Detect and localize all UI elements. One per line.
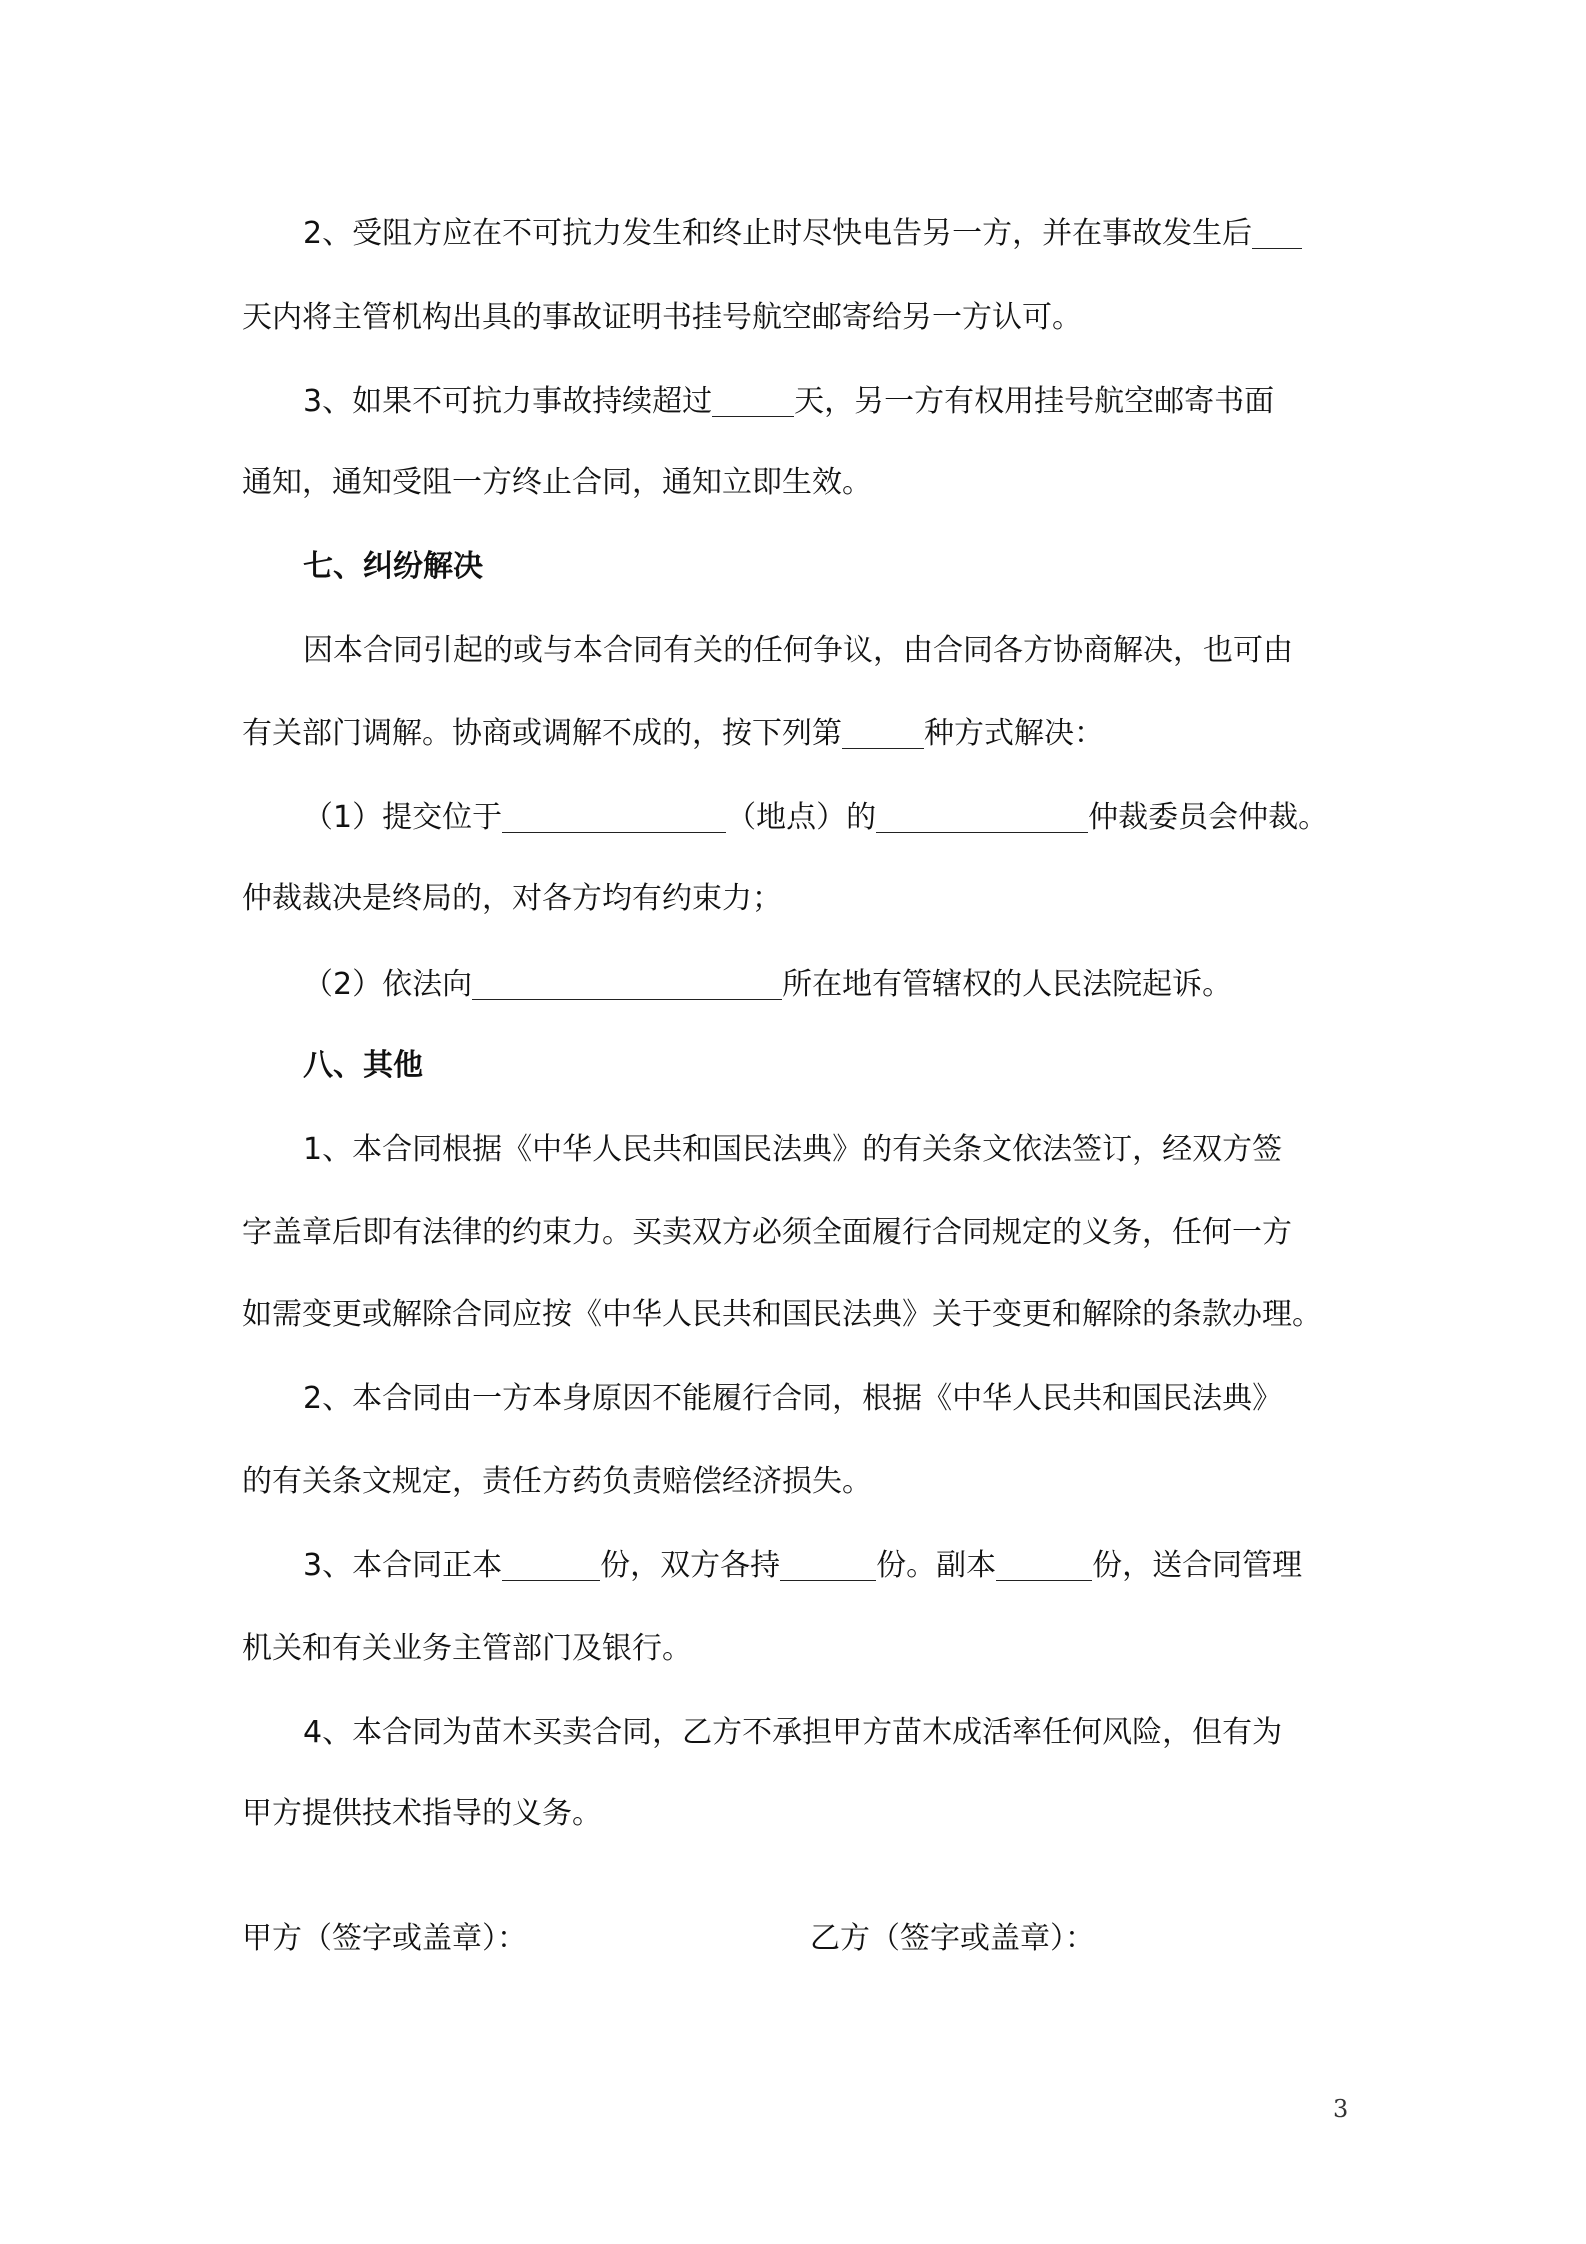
section-7-option-1-line-2: 仲裁裁决是终局的，对各方均有约束力；: [242, 881, 782, 916]
signature-party-a: 甲方（签字或盖章）：: [242, 1921, 527, 1956]
blank-arbitration-location: [502, 800, 726, 833]
section-7-option-1-line-1: （1）提交位于 （地点）的 仲裁委员会仲裁。: [303, 800, 1329, 835]
blank-force-majeure-days: [712, 384, 794, 417]
blank-original-copies: [502, 1548, 600, 1581]
blank-copies-each-party: [780, 1548, 876, 1581]
section-8-heading: 八、其他: [303, 1048, 423, 1083]
clause-8-1-line-2: 字盖章后即有法律的约束力。买卖双方必须全面履行合同规定的义务，任何一方: [242, 1215, 1292, 1250]
clause-8-1-line-3: 如需变更或解除合同应按《中华人民共和国民法典》关于变更和解除的条款办理。: [242, 1297, 1322, 1332]
section-7-heading: 七、纠纷解决: [303, 549, 483, 584]
clause-6-2-line-2: 天内将主管机构出具的事故证明书挂号航空邮寄给另一方认可。: [242, 300, 1082, 335]
clause-8-4-line-2: 甲方提供技术指导的义务。: [242, 1796, 602, 1831]
section-7-para-line-1: 因本合同引起的或与本合同有关的任何争议，由合同各方协商解决，也可由: [303, 633, 1293, 668]
blank-resolution-option: [842, 716, 924, 749]
page-number: 3: [1333, 2095, 1349, 2123]
clause-6-2-line-1: 2、受阻方应在不可抗力发生和终止时尽快电告另一方，并在事故发生后: [303, 214, 1302, 254]
signature-party-b: 乙方（签字或盖章）：: [810, 1921, 1095, 1956]
blank-arbitration-commission: [876, 800, 1088, 833]
clause-8-4-line-1: 4、本合同为苗木买卖合同，乙方不承担甲方苗木成活率任何风险，但有为: [303, 1715, 1283, 1750]
clause-6-3-line-2: 通知，通知受阻一方终止合同，通知立即生效。: [242, 465, 872, 500]
clause-8-2-line-2: 的有关条文规定，责任方药负责赔偿经济损失。: [242, 1464, 872, 1499]
section-7-option-2-line: （2）依法向 所在地有管辖权的人民法院起诉。: [303, 967, 1233, 1002]
clause-6-3-line-1: 3、如果不可抗力事故持续超过 天，另一方有权用挂号航空邮寄书面: [303, 384, 1275, 419]
clause-8-2-line-1: 2、本合同由一方本身原因不能履行合同，根据《中华人民共和国民法典》: [303, 1381, 1283, 1416]
blank-duplicate-copies: [996, 1548, 1092, 1581]
section-7-para-line-2: 有关部门调解。协商或调解不成的，按下列第 种方式解决：: [242, 716, 1104, 751]
clause-8-3-line-2: 机关和有关业务主管部门及银行。: [242, 1631, 692, 1666]
clause-8-3-line-1: 3、本合同正本 份，双方各持 份。副本 份，送合同管理: [303, 1548, 1303, 1583]
clause-8-1-line-1: 1、本合同根据《中华人民共和国民法典》的有关条文依法签订，经双方签: [303, 1132, 1283, 1167]
blank-court-location: [472, 967, 782, 1000]
blank-report-days: [1252, 216, 1302, 249]
